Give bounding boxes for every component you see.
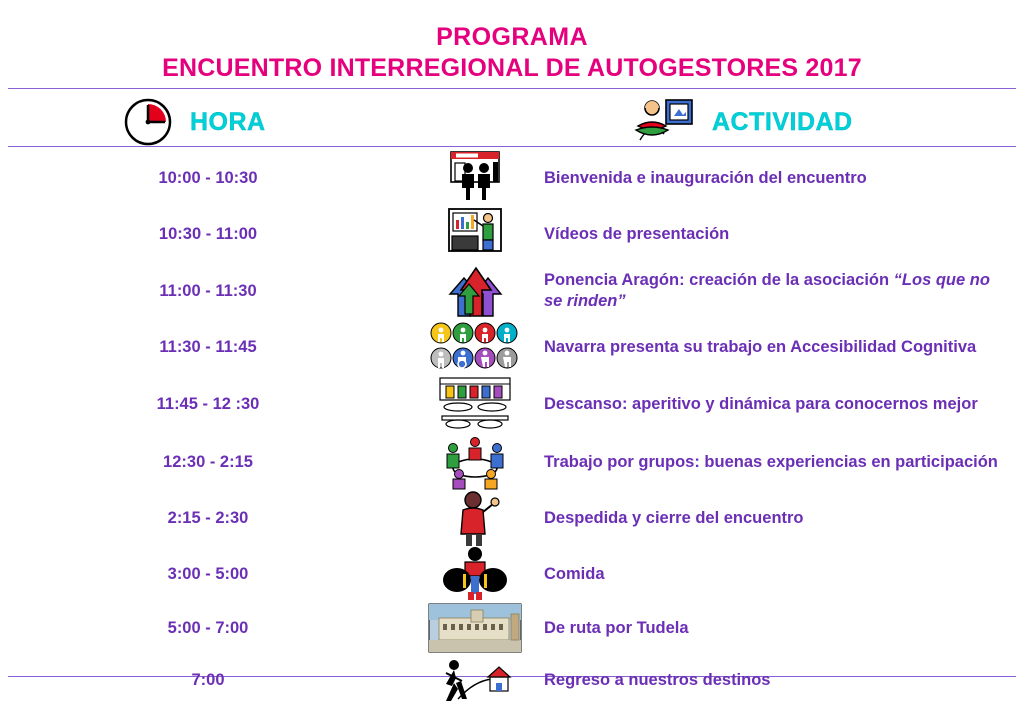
welcome-stage-icon — [420, 150, 530, 206]
clock-icon — [120, 96, 176, 148]
row-activity — [530, 564, 1024, 585]
row-activity — [530, 618, 1024, 639]
row-time: 5:00 - 7:00 — [167, 618, 249, 637]
row-time: 2:15 - 2:30 — [167, 508, 249, 527]
table-row — [0, 434, 1024, 490]
schedule-table — [0, 150, 1024, 706]
city-photo-icon — [420, 602, 530, 654]
header-time-group — [120, 96, 266, 148]
row-activity-text: Bienvenida e inauguración del encuentro — [544, 168, 867, 187]
row-activity-emphasis: “Los que no se rinden” — [544, 271, 990, 310]
page-title — [0, 0, 1024, 84]
row-activity-text: Vídeos de presentación — [544, 224, 730, 243]
table-row — [0, 654, 1024, 706]
row-activity-text: Comida — [544, 564, 605, 583]
reading-person-icon — [628, 96, 698, 148]
row-activity-text: Ponencia Aragón: creación de la asociación — [544, 271, 894, 289]
title-line-1: PROGRAMA — [436, 23, 588, 51]
row-activity-text: De ruta por Tudela — [544, 618, 689, 637]
table-row — [0, 602, 1024, 654]
table-row — [0, 546, 1024, 602]
row-time: 11:30 - 11:45 — [159, 337, 257, 356]
row-time: 10:30 - 11:00 — [158, 224, 258, 243]
row-time: 12:30 - 2:15 — [163, 452, 253, 471]
farewell-wave-icon — [420, 490, 530, 546]
table-header — [0, 92, 1024, 146]
table-row — [0, 374, 1024, 434]
row-activity — [530, 394, 1024, 415]
row-activity — [530, 452, 1024, 473]
divider-top — [8, 88, 1016, 89]
table-row — [0, 206, 1024, 262]
row-time: 10:00 - 10:30 — [158, 168, 258, 187]
table-row — [0, 320, 1024, 374]
table-row — [0, 262, 1024, 320]
row-activity-text: Despedida y cierre del encuentro — [544, 508, 804, 527]
row-time: 11:45 - 12 :30 — [156, 394, 260, 413]
row-activity-text: Navarra presenta su trabajo en Accesibilidad Cognitiva — [544, 337, 977, 356]
row-activity — [530, 270, 1024, 312]
row-time: 7:00 — [191, 670, 225, 689]
row-activity-text: Trabajo por grupos: buenas experiencias en participación — [544, 452, 998, 471]
header-activity-label: ACTIVIDAD — [712, 107, 853, 136]
coffee-break-icon — [420, 374, 530, 434]
table-row — [0, 490, 1024, 546]
row-activity — [530, 508, 1024, 529]
title-line-2: ENCUENTRO INTERREGIONAL DE AUTOGESTORES 2017 — [162, 54, 862, 82]
table-row — [0, 150, 1024, 206]
row-activity — [530, 168, 1024, 189]
accessibility-pictograms-icon — [420, 320, 530, 374]
row-activity — [530, 224, 1024, 245]
row-time: 11:00 - 11:30 — [159, 281, 257, 300]
header-activity-group — [628, 96, 853, 148]
row-time: 3:00 - 5:00 — [167, 564, 249, 583]
row-activity — [530, 670, 1024, 691]
walking-home-icon — [420, 655, 530, 705]
meal-table-icon — [420, 546, 530, 602]
header-time-label: HORA — [190, 107, 266, 136]
row-activity-text: Descanso: aperitivo y dinámica para conocernos mejor — [544, 394, 978, 413]
row-activity-text: Regreso a nuestros destinos — [544, 670, 771, 689]
presentation-screen-icon — [420, 206, 530, 262]
group-work-icon — [420, 434, 530, 490]
arrows-up-icon — [420, 262, 530, 320]
row-activity — [530, 337, 1024, 358]
